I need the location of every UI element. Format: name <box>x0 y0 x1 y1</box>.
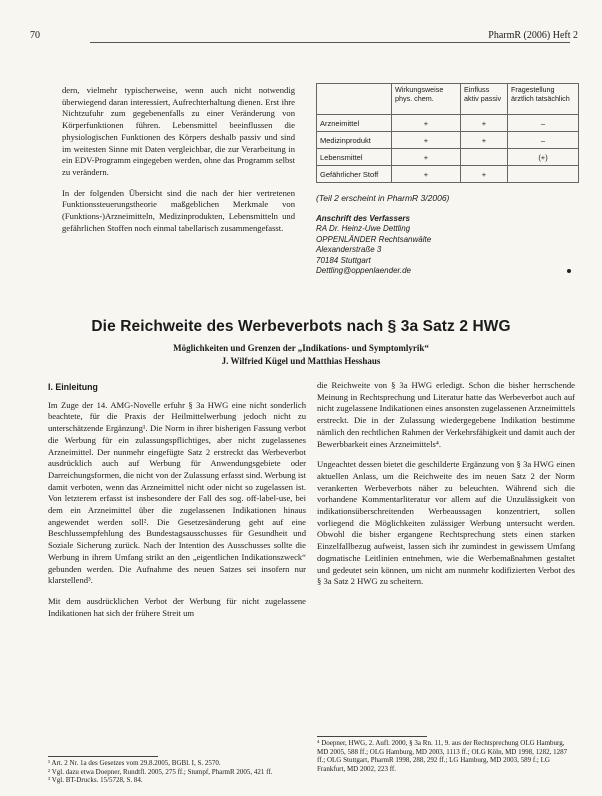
table-header-cell: Fragestellung ärztlich tatsächlich <box>508 84 579 115</box>
table-row <box>317 149 579 166</box>
section-heading: I. Einleitung <box>48 382 98 392</box>
table-row <box>317 115 579 132</box>
footnote: ⁴ Doepner, HWG, 2. Aufl. 2000, § 3a Rn. 11, 9. aus der Rechtsprechung OLG Hamburg, MD 2005, 588 ff.; OLG Hamburg, MD 2003, 1113 ff.; OLG Köln, MD 1998, 1282, 1287 ff.; OLG Stuttgart, PharmR 1998, 288, 292 ff.; LG Hamburg, MD 2003, 589 f.; LG Frankfurt, MD 2002, 223 ff. <box>317 739 568 773</box>
footnote-rule <box>317 736 427 737</box>
paragraph: Im Zuge der 14. AMG-Novelle erfuhr § 3a HWG eine nicht sonderlich beachtete, für die Praxis der Heilmittelwerbung jedoch nicht zu unterschätzende Ergänzung¹. Die Norm in ihrer bisherigen Fassung verbot die Werbung für ein zulassungspflichtiges, aber nicht zugelassenes Arzneimittel. Der nunmehr eingefügte Satz 2 erstreckt das Werbeverbot ausdrücklich auch auf Werbung für Anwendungsgebiete oder Darreichungsformen, die nicht von der Zulassung erfasst sind. Werbung ist damit verboten, wenn das Arzneimittel nicht oder nicht so zugelassen ist. Von letzterem erfasst ist insbesondere der Fall des sog. off-label-use, bei dem ein Arzneimittel über die zugelassenen Indikationen hinaus angewendet werden soll². Die Gesetzesänderung geht auf eine Beschlussempfehlung des Bundestagsausschusses für Gesundheit und Soziale Sicherung zurück. Nach der Intention des Ausschusses sollte die Werbung in ihrem Umfang strikt an den „eigentlichen Indikationszweck“ gebunden werden. Die Aufnahme des neuen Satzes sei insofern nur klarstellend³. <box>48 399 306 586</box>
end-mark-icon <box>567 269 571 273</box>
footnote: ² Vgl. dazu etwa Doepner, Rundtfl. 2005, 275 ff.; Stumpf, PharmR 2005, 421 ff. <box>48 767 273 776</box>
table-cell: + <box>392 149 461 166</box>
table-cell: – <box>508 115 579 132</box>
table-cell: (+) <box>508 149 579 166</box>
left-top-column <box>62 85 295 243</box>
paragraph: dern, vielmehr typischerweise, wenn auch nicht notwendig überwiegend daran interessiert, Aufrechterhaltung dienen. Erst ihre Nichtzufuhr zum gegebenenfalls zu einer Veränderung von Körperfunktionen führen. Lebensmittel beeinflussen die physiologischen Funktionen des Körpers deshalb passiv und sind im weitesten Sinne mit Daten vergleichbar, die zur Verarbeitung in ein EDV-Programm eingegeben werden, ohne das Programm selbst zu verändern. <box>62 85 295 177</box>
footnote: ³ Vgl. BT-Drucks. 15/5728, S. 84. <box>48 776 143 785</box>
author-address <box>316 214 556 276</box>
paragraph: Ungeachtet dessen bietet die geschilderte Ergänzung von § 3a HWG einen aktuellen Anlass, um die Reichweite des im neuen Satz 2 der Norm verankerten Werbeverbots näher zu beleuchten. Während sich die vorhandene Kommentarliteratur vor allem auf die Unzulässigkeit von indikationsüberschreitenden Werbeaussagen konzentriert, sollen vorliegend die Möglichkeiten zulässiger Werbung untersucht werden. Obwohl die bisher ergangene Rechtsprechung stets einen starken Einzelfallbezug aufweist, lassen sich ihr zumindest in gewissem Umfang dogmatische Leitlinien entnehmen, wie die Werbemaßnahmen gestaltet und gedeutet sein können, um nicht am nunmehr kodifizierten Verbot des § 3a Satz 2 HWG zu scheitern. <box>317 459 575 587</box>
table-cell: + <box>461 166 508 183</box>
table-cell: Lebensmittel <box>317 149 392 166</box>
email-link[interactable]: Dettling@oppenlaender.de <box>316 266 412 276</box>
article-subtitle: Möglichkeiten und Grenzen der „Indikations- und Symptomlyrik“ <box>173 343 429 353</box>
table-row <box>317 132 579 149</box>
table-cell: + <box>461 115 508 132</box>
table-header-row <box>317 84 579 115</box>
table-cell <box>461 149 508 166</box>
table-cell: Arzneimittel <box>317 115 392 132</box>
address-label: Anschrift des Verfassers <box>316 214 410 223</box>
table-cell: + <box>392 132 461 149</box>
right-body-column <box>317 380 575 597</box>
article-authors: J. Wilfried Kügel und Matthias Hesshaus <box>221 356 381 366</box>
address-line: Alexanderstraße 3 <box>316 245 382 255</box>
faded-bleed-text <box>40 262 200 273</box>
table-header-cell: Einfluss aktiv passiv <box>461 84 508 115</box>
footnote: ¹ Art. 2 Nr. 1a des Gesetzes vom 29.8.2005, BGBl. I, S. 2570. <box>48 759 221 767</box>
address-line: 70184 Stuttgart <box>316 255 371 265</box>
paragraph: In der folgenden Übersicht sind die nach der hier vertretenen Funktionssteuerungstheorie maßgeblichen Merkmale von (Funktions-)Arzneimitteln, Medizinprodukten, Lebensmitteln und gefährlichen Stoffen noch einmal tabellarisch zusammengefasst. <box>62 187 295 233</box>
footnotes-left <box>48 759 306 785</box>
table-cell: – <box>508 132 579 149</box>
table-cell <box>508 166 579 183</box>
table-cell: Gefährlicher Stoff <box>317 166 392 183</box>
address-line: RA Dr. Heinz-Uwe Dettling <box>316 224 411 234</box>
table-cell: + <box>461 132 508 149</box>
address-line: OPPENLÄNDER Rechtsanwälte <box>316 234 432 244</box>
left-body-column <box>48 382 306 628</box>
table-row <box>317 166 579 183</box>
table-cell: Medizinprodukt <box>317 132 392 149</box>
table-header-cell <box>317 84 392 115</box>
journal-header: PharmR (2006) Heft 2 <box>488 30 578 41</box>
summary-table <box>316 83 579 183</box>
footnote-rule <box>48 756 158 757</box>
continuation-note: (Teil 2 erscheint in PharmR 3/2006) <box>316 193 450 203</box>
header-rule <box>90 42 570 43</box>
table-cell: + <box>392 115 461 132</box>
table-cell: + <box>392 166 461 183</box>
footnotes-right <box>317 739 575 773</box>
article-title: Die Reichweite des Werbeverbots nach § 3a Satz 2 HWG <box>91 318 511 335</box>
paragraph: Mit dem ausdrücklichen Verbot der Werbung für nicht zugelassene Indikationen hat sich der frühere Streit um <box>48 595 306 618</box>
paragraph: die Reichweite von § 3a HWG erledigt. Schon die bisher herrschende Meinung in Rechtsprechung und Literatur hatte das Werbeverbot auch auf nicht zugelassene Indikationen eines ansonsten zugelassenen Arzneimittels erstreckt. Die in der Zulassung wiedergegebene Indikation bestimme nämlich den rechtlichen Rahmen der Verkehrsfähigkeit und damit auch der Bewerbbarkeit eines Arzneimittels⁴. <box>317 380 575 449</box>
page-number: 70 <box>30 30 40 41</box>
table-header-cell: Wirkungsweise phys. chem. <box>392 84 461 115</box>
